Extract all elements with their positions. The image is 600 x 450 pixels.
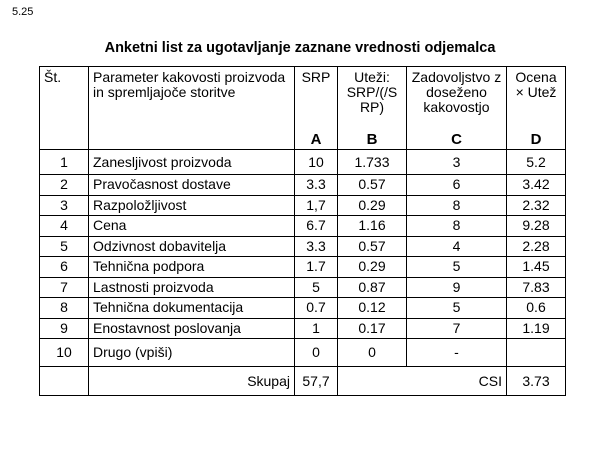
row-srp: 1 xyxy=(295,318,338,339)
row-score: 1.19 xyxy=(507,318,566,339)
table-row xyxy=(40,339,566,367)
table-row xyxy=(40,257,566,278)
row-parameter: Lastnosti proizvoda xyxy=(89,277,295,298)
row-number: 5 xyxy=(40,236,89,257)
row-weight: 0.12 xyxy=(338,298,407,319)
row-number: 4 xyxy=(40,216,89,237)
row-score: 2.32 xyxy=(507,195,566,216)
row-parameter: Razpoložljivost xyxy=(89,195,295,216)
table-row xyxy=(40,150,566,175)
row-weight: 1.733 xyxy=(338,150,407,175)
row-parameter: Enostavnost poslovanja xyxy=(89,318,295,339)
row-satisfaction: 9 xyxy=(407,277,507,298)
row-parameter: Drugo (vpiši) xyxy=(89,339,295,367)
row-weight: 0.29 xyxy=(338,257,407,278)
header-satisfaction-label: Zadovoljstvo z doseženo kakovostjo xyxy=(411,69,502,115)
row-srp: 6.7 xyxy=(295,216,338,237)
row-satisfaction: 5 xyxy=(407,298,507,319)
row-score: 7.83 xyxy=(507,277,566,298)
row-srp: 5 xyxy=(295,277,338,298)
row-satisfaction: 7 xyxy=(407,318,507,339)
header-score-letter: D xyxy=(530,131,542,148)
header-score-label: Ocena × Utež xyxy=(515,69,557,100)
header-st-label: Št. xyxy=(44,69,62,85)
row-weight: 0.17 xyxy=(338,318,407,339)
row-number: 7 xyxy=(40,277,89,298)
total-csi-value: 3.73 xyxy=(507,367,566,396)
row-srp: 3.3 xyxy=(295,236,338,257)
row-score: 1.45 xyxy=(507,257,566,278)
header-satisfaction xyxy=(407,67,507,150)
header-srp-letter: A xyxy=(310,131,322,148)
row-parameter: Tehnična podpora xyxy=(89,257,295,278)
header-parameter xyxy=(89,67,295,150)
row-number: 2 xyxy=(40,175,89,196)
table-row xyxy=(40,298,566,319)
row-parameter: Cena xyxy=(89,216,295,237)
total-row xyxy=(40,367,566,396)
total-sum-value: 57,7 xyxy=(295,367,338,396)
row-weight: 1.16 xyxy=(338,216,407,237)
total-empty-cell xyxy=(40,367,89,396)
row-number: 1 xyxy=(40,150,89,175)
row-srp: 1.7 xyxy=(295,257,338,278)
row-number: 9 xyxy=(40,318,89,339)
row-satisfaction: 8 xyxy=(407,195,507,216)
row-score: 5.2 xyxy=(507,150,566,175)
header-parameter-label: Parameter kakovosti proizvoda in spremljajoče storitve xyxy=(93,69,286,100)
row-weight: 0.57 xyxy=(338,175,407,196)
table-row xyxy=(40,318,566,339)
table-row xyxy=(40,195,566,216)
row-score: 3.42 xyxy=(507,175,566,196)
table-title: Anketni list za ugotavljanje zaznane vrednosti odjemalca xyxy=(104,40,496,56)
row-parameter: Tehnična dokumentacija xyxy=(89,298,295,319)
table-row xyxy=(40,236,566,257)
row-satisfaction: 6 xyxy=(407,175,507,196)
row-weight: 0.57 xyxy=(338,236,407,257)
table-row xyxy=(40,216,566,237)
row-satisfaction: 5 xyxy=(407,257,507,278)
row-srp: 0.7 xyxy=(295,298,338,319)
row-weight: 0 xyxy=(338,339,407,367)
row-srp: 0 xyxy=(295,339,338,367)
row-satisfaction: 4 xyxy=(407,236,507,257)
row-satisfaction: - xyxy=(407,339,507,367)
row-satisfaction: 8 xyxy=(407,216,507,237)
table-row xyxy=(40,277,566,298)
row-satisfaction: 3 xyxy=(407,150,507,175)
header-srp-label: SRP xyxy=(301,69,331,85)
header-srp xyxy=(295,67,338,150)
row-score: 9.28 xyxy=(507,216,566,237)
row-srp: 10 xyxy=(295,150,338,175)
row-parameter: Pravočasnost dostave xyxy=(89,175,295,196)
survey-table xyxy=(39,66,566,396)
header-satisfaction-letter: C xyxy=(451,131,462,148)
row-number: 3 xyxy=(40,195,89,216)
row-srp: 1,7 xyxy=(295,195,338,216)
header-st xyxy=(40,67,89,150)
row-parameter: Odzivnost dobavitelja xyxy=(89,236,295,257)
row-number: 6 xyxy=(40,257,89,278)
row-number: 8 xyxy=(40,298,89,319)
header-score xyxy=(507,67,566,150)
header-weight-letter: B xyxy=(366,131,378,148)
row-srp: 3.3 xyxy=(295,175,338,196)
total-csi-label: CSI xyxy=(338,367,507,396)
table-row xyxy=(40,175,566,196)
row-weight: 0.29 xyxy=(338,195,407,216)
header-weight xyxy=(338,67,407,150)
row-number: 10 xyxy=(40,339,89,367)
row-score: 0.6 xyxy=(507,298,566,319)
row-score xyxy=(507,339,566,367)
total-sum-label: Skupaj xyxy=(89,367,295,396)
row-parameter: Zanesljivost proizvoda xyxy=(89,150,295,175)
row-score: 2.28 xyxy=(507,236,566,257)
row-weight: 0.87 xyxy=(338,277,407,298)
header-weight-label: Uteži: SRP/(/S RP) xyxy=(346,69,398,115)
header-row xyxy=(40,67,566,150)
figure-number: 5.25 xyxy=(12,6,34,18)
